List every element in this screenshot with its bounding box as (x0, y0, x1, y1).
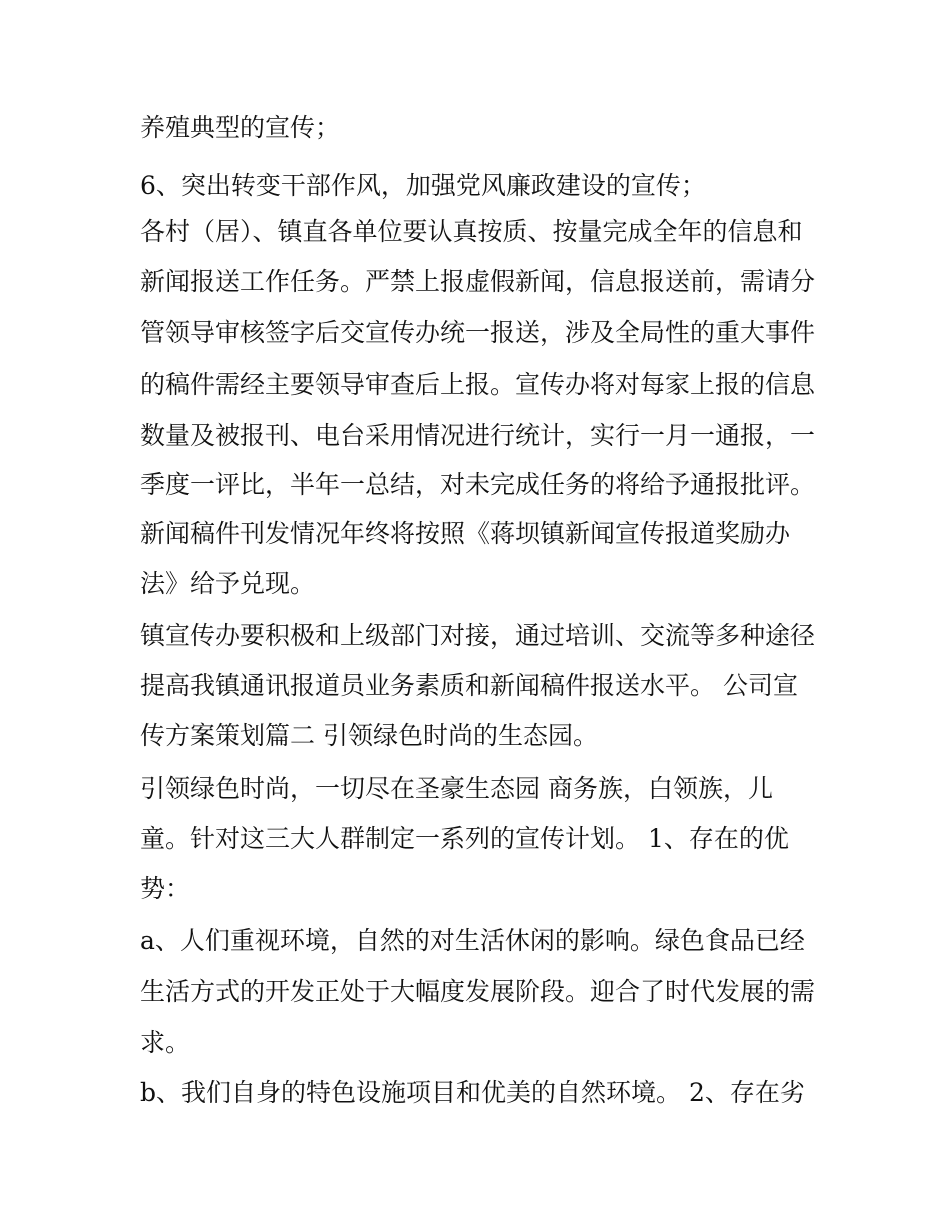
text-line: 数量及被报刊、电台采用情况进行统计，实行一月一通报，一 (140, 421, 816, 450)
text-line: 管领导审核签字后交宣传办统一报送，涉及全局性的重大事件 (140, 318, 816, 347)
text-line: 法》给予兑现。 (140, 569, 316, 598)
text-line: 各村（居）、镇直各单位要认真按质、按量完成全年的信息和 (140, 217, 803, 246)
text-line: 传方案策划篇二 引领绿色时尚的生态园。 (140, 721, 598, 750)
text-line: 的稿件需经主要领导审查后上报。宣传办将对每家上报的信息 (140, 370, 816, 399)
text-line: 季度一评比，半年一总结，对未完成任务的将给予通报批评。 (140, 470, 816, 499)
text-line: 提高我镇通讯报道员业务素质和新闻稿件报送水平。 公司宣 (140, 671, 798, 700)
text-line: 势： (140, 874, 191, 903)
text-line: 养殖典型的宣传； (140, 113, 341, 142)
text-line: b、我们自身的特色设施项目和优美的自然环境。 2、存在劣 (140, 1078, 805, 1107)
text-line: 6、突出转变干部作风，加强党风廉政建设的宣传； (140, 171, 706, 200)
text-line: 求。 (140, 1028, 191, 1057)
text-line: a、人们重视环境，自然的对生活休闲的影响。绿色食品已经 (140, 926, 805, 955)
text-line: 生活方式的开发正处于大幅度发展阶段。迎合了时代发展的需 (140, 977, 816, 1006)
text-line: 镇宣传办要积极和上级部门对接，通过培训、交流等多种途径 (140, 621, 816, 650)
text-line: 新闻稿件刊发情况年终将按照《蒋坝镇新闻宣传报道奖励办 (140, 519, 791, 548)
text-line: 童。针对这三大人群制定一系列的宣传计划。 1、存在的优 (140, 824, 789, 853)
text-line: 引领绿色时尚，一切尽在圣豪生态园 商务族，白领族，儿 (140, 774, 773, 803)
text-line: 新闻报送工作任务。严禁上报虚假新闻，信息报送前，需请分 (140, 267, 816, 296)
